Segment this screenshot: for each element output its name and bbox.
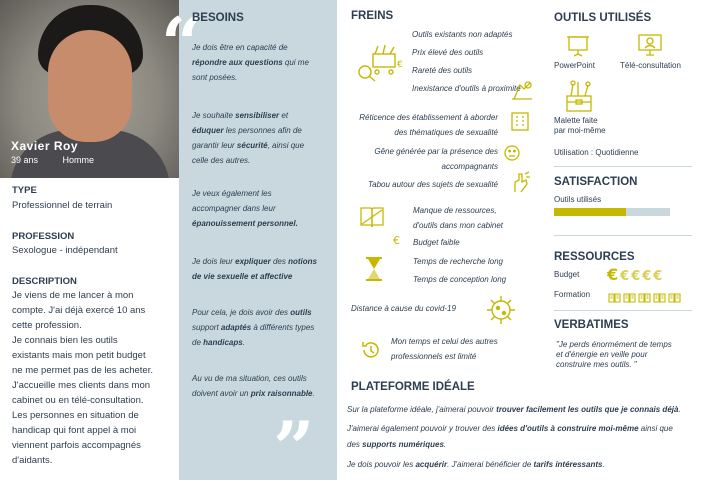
besoin-line (192, 201, 332, 216)
divider (554, 235, 692, 236)
emphasis-text: prix raisonnable (250, 389, 313, 398)
formation-rating (608, 290, 683, 302)
besoin-item (192, 40, 332, 85)
persona-column (0, 0, 179, 480)
text-run: Je dois leur (192, 257, 236, 266)
euro-rating-icon: € (620, 269, 630, 284)
frein-6a: Gêne générée par la présence des (374, 147, 498, 156)
virus-icon (483, 292, 519, 328)
outils-title: OUTILS UTILISÉS (554, 12, 652, 24)
utilisation-text: Utilisation : Quotidienne (554, 148, 639, 157)
text-run: les personnes afin de (223, 126, 302, 135)
ressources-title: RESSOURCES (554, 251, 635, 263)
plateforme-title: PLATEFORME IDÉALE (351, 381, 475, 393)
frein-1: Outils existants non adaptés (412, 30, 513, 39)
formation-label: Formation (554, 290, 591, 299)
besoin-line (192, 335, 332, 350)
description-line: compte. J'ai déjà exercé 10 ans (12, 305, 146, 316)
book-rating-icon (653, 293, 666, 303)
text-run: Sur la plateforme idéale, j'aimerai pouvoir (347, 405, 497, 414)
satisfaction-label: Outils utilisés (554, 195, 602, 204)
text-run: des (347, 440, 363, 449)
type-value: Professionnel de terrain (12, 200, 113, 211)
besoin-line (192, 55, 332, 70)
emphasis-text: trouver facilement les outils que je connais déjà (496, 405, 679, 414)
persona-gender: Homme (62, 155, 95, 165)
emphasis-text: outils (290, 308, 312, 317)
description-line: cabinet ou en télé-consultation. (12, 395, 144, 406)
euro-rating-icon: € (607, 265, 619, 284)
hourglass-icon (364, 256, 384, 282)
besoins-title: BESOINS (192, 12, 244, 24)
emphasis-text: tarifs intéressants (533, 460, 603, 469)
besoin-line (192, 186, 332, 201)
verbatim-line: construire mes outils. " (556, 360, 637, 369)
emphasis-text: éduquer (192, 126, 224, 135)
emphasis-text: supports numériques (362, 440, 444, 449)
emphasis-text: sécurité (236, 141, 268, 150)
book-rating-icon (668, 293, 681, 303)
text-run: J'aimerai également pouvoir y trouver des (347, 424, 498, 433)
emphasis-text: épanouissement personnel. (192, 219, 298, 228)
description-line: handicap qui font appel à moi (12, 425, 137, 436)
text-run: accompagner dans leur (192, 204, 276, 213)
description-line: viennent parfois accompagnés (12, 440, 141, 451)
text-run: . (242, 338, 245, 347)
tools-cart-icon (355, 42, 405, 82)
book-rating-icon (623, 293, 636, 303)
frein-11: Distance à cause du covid-19 (351, 304, 456, 313)
besoin-item (192, 371, 332, 401)
description-line: ne me permet pas de les acheter. (12, 365, 153, 376)
besoin-line (192, 216, 332, 231)
text-run: . (443, 440, 447, 449)
plateforme-line (347, 439, 707, 450)
besoin-line (192, 386, 332, 401)
profession-label: PROFESSION (12, 231, 75, 242)
frein-8b: d'outils dans mon cabinet (413, 221, 504, 230)
emphasis-text: acquérir (415, 460, 448, 469)
budget-label: Budget (554, 270, 580, 279)
emphasis-text: répondre aux questions (192, 58, 283, 67)
text-run: , ainsi que (267, 141, 305, 150)
satisfaction-title: SATISFACTION (554, 176, 638, 188)
text-run: celle des autres. (192, 156, 251, 165)
description-line: existants mais mon petit budget (12, 350, 146, 361)
open-quote-icon: “ (161, 1, 203, 86)
emphasis-text: adaptés (220, 323, 252, 332)
besoin-item (192, 186, 332, 231)
text-run: Je dois pouvoir les (347, 460, 416, 469)
persona-age: 39 ans (11, 155, 39, 165)
clock-history-icon (360, 339, 382, 361)
emphasis-text: handicaps (203, 338, 243, 347)
frein-6b: accompagnants (441, 162, 498, 171)
besoins-column (161, 0, 337, 490)
frein-12a: Mon temps et celui des autres (391, 337, 498, 346)
verbatim-line: "Je perds énormément de temps (556, 340, 672, 349)
besoin-line (192, 123, 332, 138)
building-icon (509, 110, 531, 132)
frein-5b: des thématiques de sexualité (394, 128, 498, 137)
frein-5a: Réticence des établissement à aborder (359, 113, 498, 122)
plateforme-line (347, 423, 707, 434)
besoin-line (192, 138, 332, 153)
presentation-board-icon (565, 34, 591, 58)
embarrassed-face-icon (503, 144, 521, 162)
text-run: . (678, 405, 681, 414)
text-run: Je dois être en capacité de (192, 43, 288, 52)
besoin-line (192, 254, 332, 269)
toolbox-icon (564, 78, 594, 114)
description-line: J'accueille mes clients dans mon (12, 380, 151, 391)
text-run: doivent avoir un (192, 389, 251, 398)
text-run: garantir leur (192, 141, 237, 150)
video-call-icon (637, 33, 663, 57)
outil-teleconsult: Télé-consultation (620, 61, 681, 70)
book-rating-icon (638, 293, 651, 303)
emphasis-text: expliquer (235, 257, 271, 266)
text-run: support (192, 323, 221, 332)
outil-malette-line1: Malette faite (554, 116, 598, 125)
description-text (12, 288, 177, 468)
map-pin-icon (510, 79, 534, 101)
text-run: des (270, 257, 289, 266)
persona-name: Xavier Roy (11, 139, 79, 153)
svg-text:€: € (397, 60, 403, 70)
frein-2: Prix élevé des outils (412, 48, 484, 57)
besoin-item (192, 305, 332, 350)
plateforme-line (347, 404, 707, 415)
budget-rating (607, 265, 664, 283)
description-line: cette profession. (12, 320, 82, 331)
outil-malette-line2: par moi-même (554, 126, 606, 135)
satisfaction-track (554, 208, 670, 216)
frein-7: Tabou autour des sujets de sexualité (367, 180, 498, 189)
text-run: ainsi que (638, 424, 673, 433)
euro-rating-icon: € (653, 269, 663, 284)
frein-10b: Temps de conception long (413, 275, 507, 284)
description-line: Les personnes en situation de (12, 410, 139, 421)
description-line: Je viens de me lancer à mon (12, 290, 134, 301)
besoin-line (192, 305, 332, 320)
besoin-line (192, 320, 332, 335)
besoin-line (192, 371, 332, 386)
frein-10a: Temps de recherche long (413, 257, 503, 266)
text-run: Au vu de ma situation, ces outils (192, 374, 307, 383)
text-run: Pour cela, je dois avoir des (192, 308, 291, 317)
photo-face (48, 30, 132, 142)
text-run: sont posées. (192, 73, 238, 82)
besoin-item (192, 254, 332, 284)
besoin-line (192, 40, 332, 55)
besoin-item (192, 108, 332, 168)
euro-icon: € (393, 234, 400, 247)
frein-9: Budget faible (413, 238, 460, 247)
text-run: Je veux également les (192, 189, 272, 198)
text-run: de (192, 338, 204, 347)
verbatim-line: et d'énergie en veille pour (556, 350, 648, 359)
euro-rating-icon: € (642, 269, 652, 284)
outil-powerpoint: PowerPoint (554, 61, 595, 70)
text-run: Je souhaite (192, 111, 236, 120)
persona-photo (0, 0, 179, 178)
emphasis-text: sensibiliser (235, 111, 280, 120)
text-run: à différents types (251, 323, 315, 332)
frein-4: Inexistance d'outils à proximité (412, 84, 521, 93)
text-run: . (312, 389, 315, 398)
description-label: DESCRIPTION (12, 276, 77, 287)
divider (554, 310, 692, 311)
satisfaction-fill (554, 208, 626, 216)
euro-rating-icon: € (631, 269, 641, 284)
description-line: Je connais bien les outils (12, 335, 118, 346)
verbatimes-title: VERBATIMES (554, 319, 629, 331)
text-run: . (602, 460, 605, 469)
text-run: . J'aimerai bénéficier de (447, 460, 534, 469)
hush-hand-icon (509, 170, 533, 194)
frein-3: Rareté des outils (412, 66, 473, 75)
empty-book-icon (358, 204, 386, 230)
book-rating-icon (608, 293, 621, 303)
emphasis-text: de vie sexuelle et affective (192, 272, 293, 281)
freins-title: FREINS (351, 10, 394, 22)
verbatim-quote (556, 340, 672, 370)
emphasis-text: notions (288, 257, 317, 266)
divider (554, 166, 692, 167)
text-run: qui me (282, 58, 309, 67)
besoin-line (192, 108, 332, 123)
besoin-line (192, 269, 332, 284)
profession-value: Sexologue - indépendant (12, 245, 118, 256)
besoin-line (192, 153, 332, 168)
besoin-line (192, 70, 332, 85)
frein-8a: Manque de ressources, (413, 206, 497, 215)
frein-12b: professionnels est limité (391, 352, 477, 361)
type-label: TYPE (12, 185, 37, 196)
persona-meta (11, 155, 116, 165)
plateforme-line (347, 459, 707, 470)
description-line: d'aidants. (12, 455, 53, 466)
close-quote-icon: ” (273, 405, 315, 490)
text-run: et (279, 111, 289, 120)
emphasis-text: idées d'outils à construire moi-même (497, 424, 639, 433)
